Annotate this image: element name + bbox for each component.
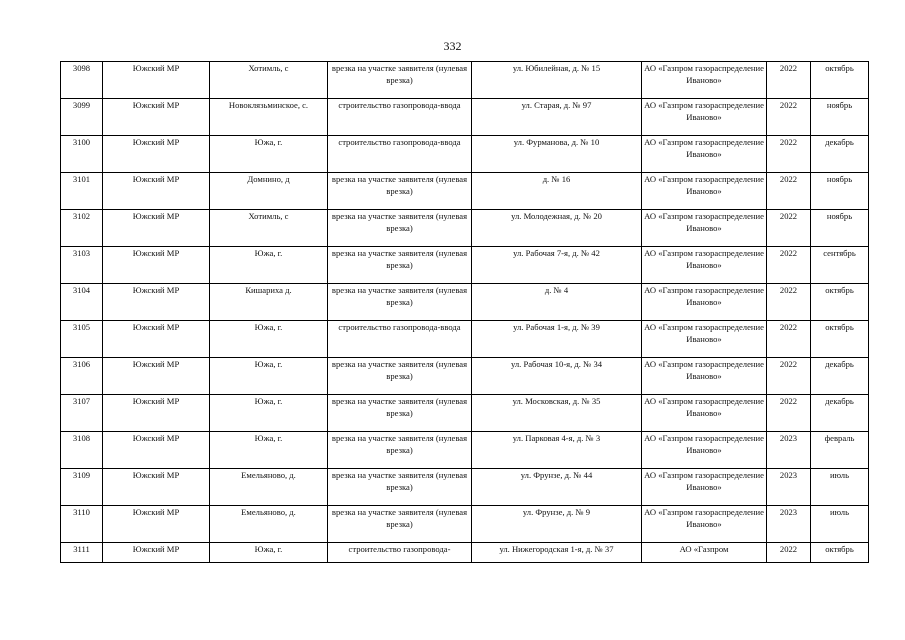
- cell-year: 2022: [767, 136, 811, 173]
- cell-district: Южский МР: [103, 358, 210, 395]
- cell-organization: АО «Газпром: [642, 543, 767, 563]
- cell-work-type: строительство газопровода-: [328, 543, 472, 563]
- cell-num: 3101: [61, 173, 103, 210]
- cell-organization: АО «Газпром газораспределение Иваново»: [642, 358, 767, 395]
- cell-month: декабрь: [811, 395, 869, 432]
- cell-address: ул. Рабочая 1-я, д. № 39: [472, 321, 642, 358]
- cell-month: июль: [811, 469, 869, 506]
- cell-work-type: врезка на участке заявителя (нулевая врезка): [328, 432, 472, 469]
- cell-address: ул. Рабочая 10-я, д. № 34: [472, 358, 642, 395]
- cell-num: 3099: [61, 99, 103, 136]
- cell-work-type: врезка на участке заявителя (нулевая врезка): [328, 469, 472, 506]
- cell-num: 3107: [61, 395, 103, 432]
- cell-district: Южский МР: [103, 469, 210, 506]
- cell-work-type: строительство газопровода-ввода: [328, 136, 472, 173]
- cell-organization: АО «Газпром газораспределение Иваново»: [642, 99, 767, 136]
- cell-month: декабрь: [811, 136, 869, 173]
- cell-address: д. № 4: [472, 284, 642, 321]
- table-row: [61, 358, 869, 395]
- cell-locality: Емельяново, д.: [210, 469, 328, 506]
- cell-work-type: врезка на участке заявителя (нулевая врезка): [328, 284, 472, 321]
- cell-work-type: строительство газопровода-ввода: [328, 99, 472, 136]
- table-row: [61, 506, 869, 543]
- cell-work-type: врезка на участке заявителя (нулевая врезка): [328, 173, 472, 210]
- cell-month: октябрь: [811, 284, 869, 321]
- table-row: [61, 284, 869, 321]
- cell-organization: АО «Газпром газораспределение Иваново»: [642, 247, 767, 284]
- cell-district: Южский МР: [103, 62, 210, 99]
- cell-organization: АО «Газпром газораспределение Иваново»: [642, 173, 767, 210]
- cell-organization: АО «Газпром газораспределение Иваново»: [642, 210, 767, 247]
- cell-district: Южский МР: [103, 506, 210, 543]
- cell-month: ноябрь: [811, 99, 869, 136]
- table-row: [61, 136, 869, 173]
- cell-num: 3098: [61, 62, 103, 99]
- cell-year: 2022: [767, 543, 811, 563]
- cell-organization: АО «Газпром газораспределение Иваново»: [642, 284, 767, 321]
- table-row: [61, 469, 869, 506]
- cell-work-type: врезка на участке заявителя (нулевая врезка): [328, 210, 472, 247]
- table-row: [61, 321, 869, 358]
- cell-organization: АО «Газпром газораспределение Иваново»: [642, 506, 767, 543]
- cell-year: 2022: [767, 99, 811, 136]
- table-row: [61, 99, 869, 136]
- cell-locality: Хотимль, с: [210, 62, 328, 99]
- table-row: [61, 173, 869, 210]
- cell-locality: Южа, г.: [210, 358, 328, 395]
- registry-table: [60, 61, 869, 563]
- cell-address: ул. Юбилейная, д. № 15: [472, 62, 642, 99]
- cell-month: октябрь: [811, 543, 869, 563]
- cell-num: 3102: [61, 210, 103, 247]
- cell-organization: АО «Газпром газораспределение Иваново»: [642, 321, 767, 358]
- cell-locality: Южа, г.: [210, 432, 328, 469]
- table-body: [61, 62, 869, 563]
- cell-month: февраль: [811, 432, 869, 469]
- cell-year: 2022: [767, 62, 811, 99]
- cell-month: ноябрь: [811, 210, 869, 247]
- cell-district: Южский МР: [103, 284, 210, 321]
- cell-locality: Южа, г.: [210, 543, 328, 563]
- cell-locality: Кишариха д.: [210, 284, 328, 321]
- cell-locality: Домнино, д: [210, 173, 328, 210]
- cell-address: д. № 16: [472, 173, 642, 210]
- cell-address: ул. Рабочая 7-я, д. № 42: [472, 247, 642, 284]
- cell-organization: АО «Газпром газораспределение Иваново»: [642, 136, 767, 173]
- cell-district: Южский МР: [103, 99, 210, 136]
- cell-year: 2022: [767, 284, 811, 321]
- cell-work-type: врезка на участке заявителя (нулевая врезка): [328, 395, 472, 432]
- cell-locality: Емельяново, д.: [210, 506, 328, 543]
- table-row: [61, 543, 869, 563]
- cell-work-type: врезка на участке заявителя (нулевая врезка): [328, 62, 472, 99]
- cell-year: 2023: [767, 432, 811, 469]
- cell-address: ул. Молодежная, д. № 20: [472, 210, 642, 247]
- cell-work-type: врезка на участке заявителя (нулевая врезка): [328, 247, 472, 284]
- cell-year: 2022: [767, 395, 811, 432]
- cell-organization: АО «Газпром газораспределение Иваново»: [642, 432, 767, 469]
- cell-district: Южский МР: [103, 543, 210, 563]
- cell-work-type: врезка на участке заявителя (нулевая врезка): [328, 358, 472, 395]
- cell-num: 3100: [61, 136, 103, 173]
- cell-organization: АО «Газпром газораспределение Иваново»: [642, 62, 767, 99]
- cell-address: ул. Старая, д. № 97: [472, 99, 642, 136]
- cell-organization: АО «Газпром газораспределение Иваново»: [642, 469, 767, 506]
- cell-year: 2022: [767, 210, 811, 247]
- cell-num: 3106: [61, 358, 103, 395]
- table-row: [61, 432, 869, 469]
- cell-num: 3110: [61, 506, 103, 543]
- cell-address: ул. Фрунзе, д. № 9: [472, 506, 642, 543]
- cell-month: октябрь: [811, 321, 869, 358]
- cell-address: ул. Московская, д. № 35: [472, 395, 642, 432]
- cell-num: 3108: [61, 432, 103, 469]
- cell-district: Южский МР: [103, 247, 210, 284]
- cell-district: Южский МР: [103, 432, 210, 469]
- cell-locality: Южа, г.: [210, 136, 328, 173]
- cell-year: 2023: [767, 469, 811, 506]
- cell-month: июль: [811, 506, 869, 543]
- cell-work-type: врезка на участке заявителя (нулевая врезка): [328, 506, 472, 543]
- table-row: [61, 62, 869, 99]
- cell-address: ул. Парковая 4-я, д. № 3: [472, 432, 642, 469]
- cell-locality: Южа, г.: [210, 321, 328, 358]
- cell-locality: Южа, г.: [210, 395, 328, 432]
- cell-year: 2023: [767, 506, 811, 543]
- cell-num: 3109: [61, 469, 103, 506]
- cell-organization: АО «Газпром газораспределение Иваново»: [642, 395, 767, 432]
- cell-year: 2022: [767, 358, 811, 395]
- cell-address: ул. Нижегородская 1-я, д. № 37: [472, 543, 642, 563]
- page-number: 332: [443, 39, 462, 53]
- cell-locality: Новоклязьминское, с.: [210, 99, 328, 136]
- cell-locality: Южа, г.: [210, 247, 328, 284]
- cell-num: 3104: [61, 284, 103, 321]
- table-row: [61, 247, 869, 284]
- cell-month: сентябрь: [811, 247, 869, 284]
- cell-year: 2022: [767, 321, 811, 358]
- cell-locality: Хотимль, с: [210, 210, 328, 247]
- cell-num: 3105: [61, 321, 103, 358]
- cell-address: ул. Фурманова, д. № 10: [472, 136, 642, 173]
- cell-year: 2022: [767, 173, 811, 210]
- cell-year: 2022: [767, 247, 811, 284]
- cell-month: октябрь: [811, 62, 869, 99]
- cell-month: ноябрь: [811, 173, 869, 210]
- table-row: [61, 210, 869, 247]
- cell-district: Южский МР: [103, 395, 210, 432]
- cell-district: Южский МР: [103, 321, 210, 358]
- cell-district: Южский МР: [103, 136, 210, 173]
- cell-num: 3111: [61, 543, 103, 563]
- cell-work-type: строительство газопровода-ввода: [328, 321, 472, 358]
- cell-num: 3103: [61, 247, 103, 284]
- cell-month: декабрь: [811, 358, 869, 395]
- table-row: [61, 395, 869, 432]
- cell-address: ул. Фрунзе, д. № 44: [472, 469, 642, 506]
- cell-district: Южский МР: [103, 173, 210, 210]
- cell-district: Южский МР: [103, 210, 210, 247]
